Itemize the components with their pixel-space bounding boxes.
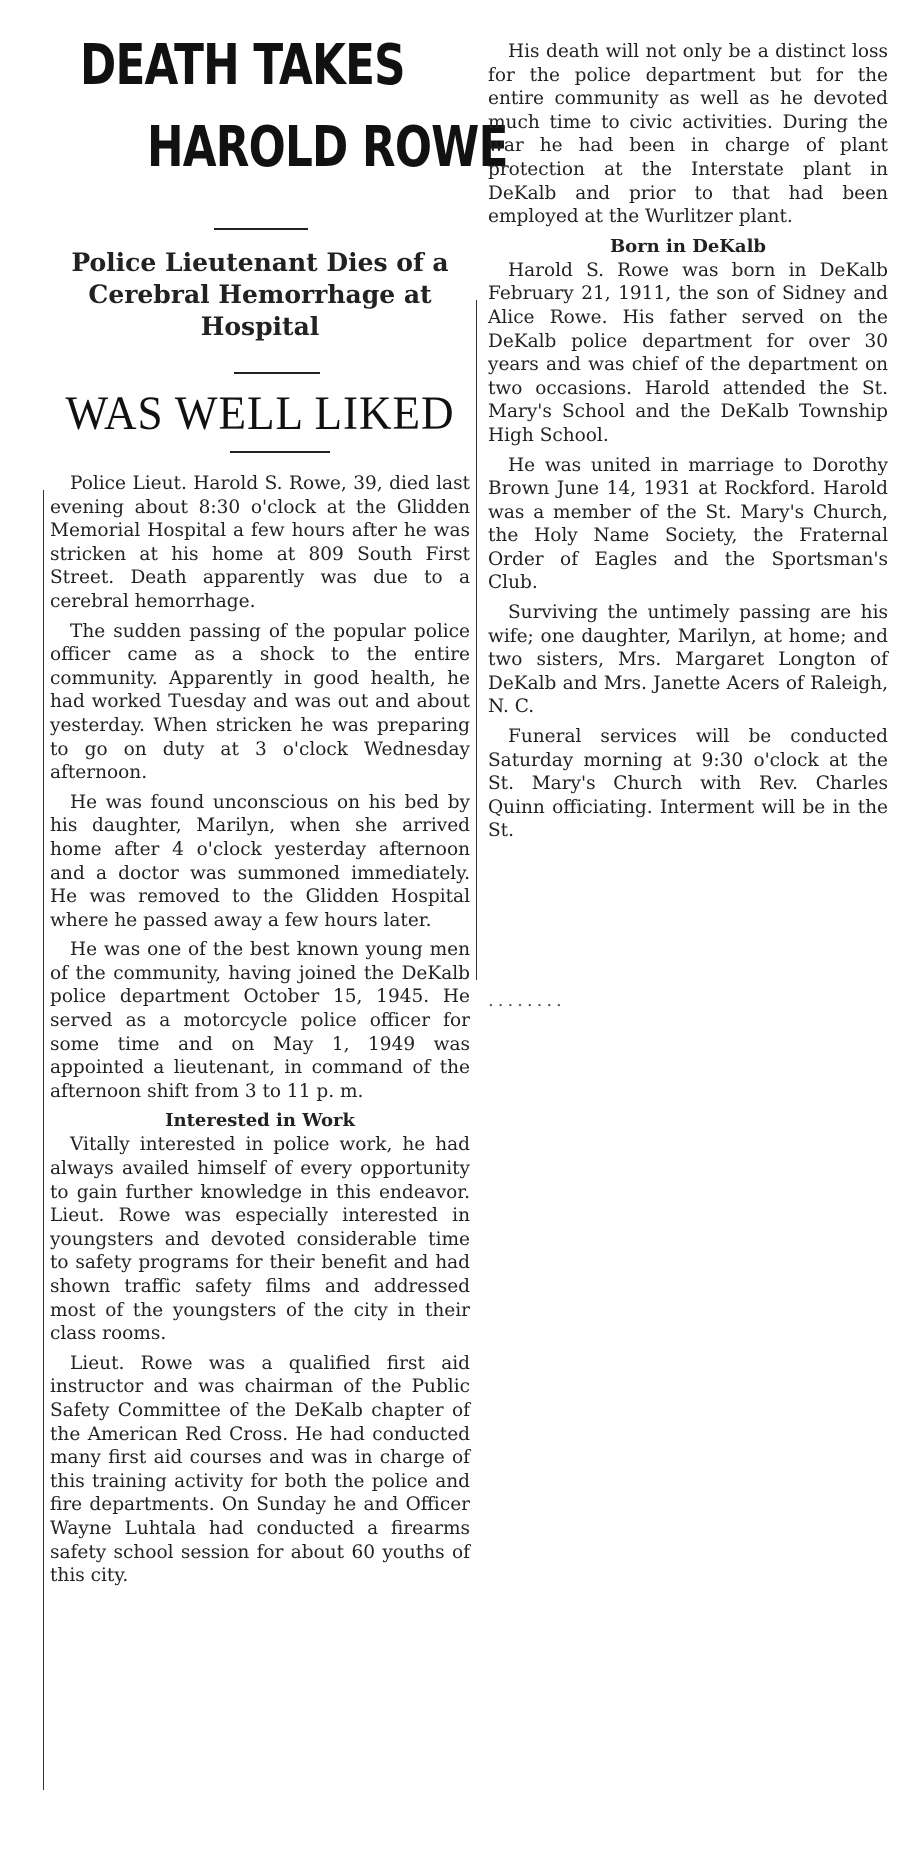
article-paragraph: Police Lieut. Harold S. Rowe, 39, died last evening about 8:30 o'clock at the Glidden Memorial Hospital a few hours after he was stricken at his home at 809 South First Street. Death apparently was due to a cerebral hemorrhage. [50, 473, 470, 612]
deck-line-3: Hospital [200, 312, 320, 341]
article-paragraph: He was united in marriage to Dorothy Brown June 14, 1931 at Rockford. Harold was a member of the St. Mary's Church, the Holy Name Society, the Fraternal Order of Eagles and the Sportsman's Club. [488, 454, 888, 594]
headline-line-1: DEATH TAKES [80, 33, 405, 98]
torn-text-fragment: ........ [488, 990, 566, 1011]
article-paragraph: Funeral services will be conducted Saturday morning at 9:30 o'clock at the St. Mary's Church with Rev. Charles Quinn officiating. Interment will be in the St. [488, 726, 888, 842]
article-paragraph: Lieut. Rowe was a qualified first aid instructor and was chairman of the Public Safety Committee of the DeKalb chapter of the American Red Cross. He had conducted many first aid courses and was in charge of this training activity for both the police and fire departments. On Sunday he and Officer Wayne Luhtala had conducted a firearms safety school session for about 60 youths of this city. [50, 1352, 470, 1587]
article-paragraph: His death will not only be a distinct loss for the police department but for the entire community as well as he devoted much time to civic activities. During the war he had been in charge of plant protection at the Interstate plant in DeKalb and prior to that had been employed at the Wurlitzer plant. [488, 41, 888, 228]
headline-line-2: HAROLD ROWE [147, 115, 508, 180]
deck-rule [234, 372, 320, 374]
section-subhead: Interested in Work [165, 1110, 355, 1132]
article-paragraph: He was found unconscious on his bed by his daughter, Marilyn, when she arrived home after 4 o'clock yesterday afternoon and a doctor was summoned immediately. He was removed to the Glidden Hospital where he passed away a few hours later. [50, 791, 470, 931]
article-paragraph: Surviving the untimely passing are his wife; one daughter, Marilyn, at home; and two sisters, Mrs. Margaret Longton of DeKalb and Mrs. Janette Acers of Raleigh, N. C. [488, 602, 888, 718]
article-paragraph: He was one of the best known young men of the community, having joined the DeKalb police department October 15, 1945. He served as a motorcycle police officer for some time and on May 1, 1949 was appointed a lieutenant, in command of the afternoon shift from 3 to 11 p. m. [50, 939, 470, 1102]
section-subhead: Born in DeKalb [609, 235, 767, 257]
left-column-body [50, 472, 470, 1594]
deck-line-1: Police Lieutenant Dies of a [71, 248, 449, 277]
column-divider [476, 300, 477, 980]
deck-line-2: Cerebral Hemorrhage at [88, 280, 432, 309]
deck-2: WAS WELL LIKED [65, 387, 455, 440]
right-column-body [488, 40, 888, 849]
article-paragraph: The sudden passing of the popular police officer came as a shock to the entire community. Apparently in good health, he had worked Tuesday and was out and about yesterday. When stricken he was preparing to go on duty at 3 o'clock Wednesday afternoon. [50, 620, 470, 784]
headline-rule [214, 228, 308, 230]
deck-2-rule [230, 451, 330, 453]
article-paragraph: Harold S. Rowe was born in DeKalb February 21, 1911, the son of Sidney and Alice Rowe. His father served on the DeKalb police department for over 30 years and was chief of the department on two occasions. Harold attended the St. Mary's School and the DeKalb Township High School. [488, 259, 888, 446]
column-margin-line [43, 490, 44, 1790]
article-paragraph: Vitally interested in police work, he had always availed himself of every opportunity to gain further knowledge in this endeavor. Lieut. Rowe was especially interested in youngsters and devoted considerable time to safety programs for their benefit and had shown traffic safety films and addressed most of the youngsters of the city in their class rooms. [50, 1134, 470, 1345]
